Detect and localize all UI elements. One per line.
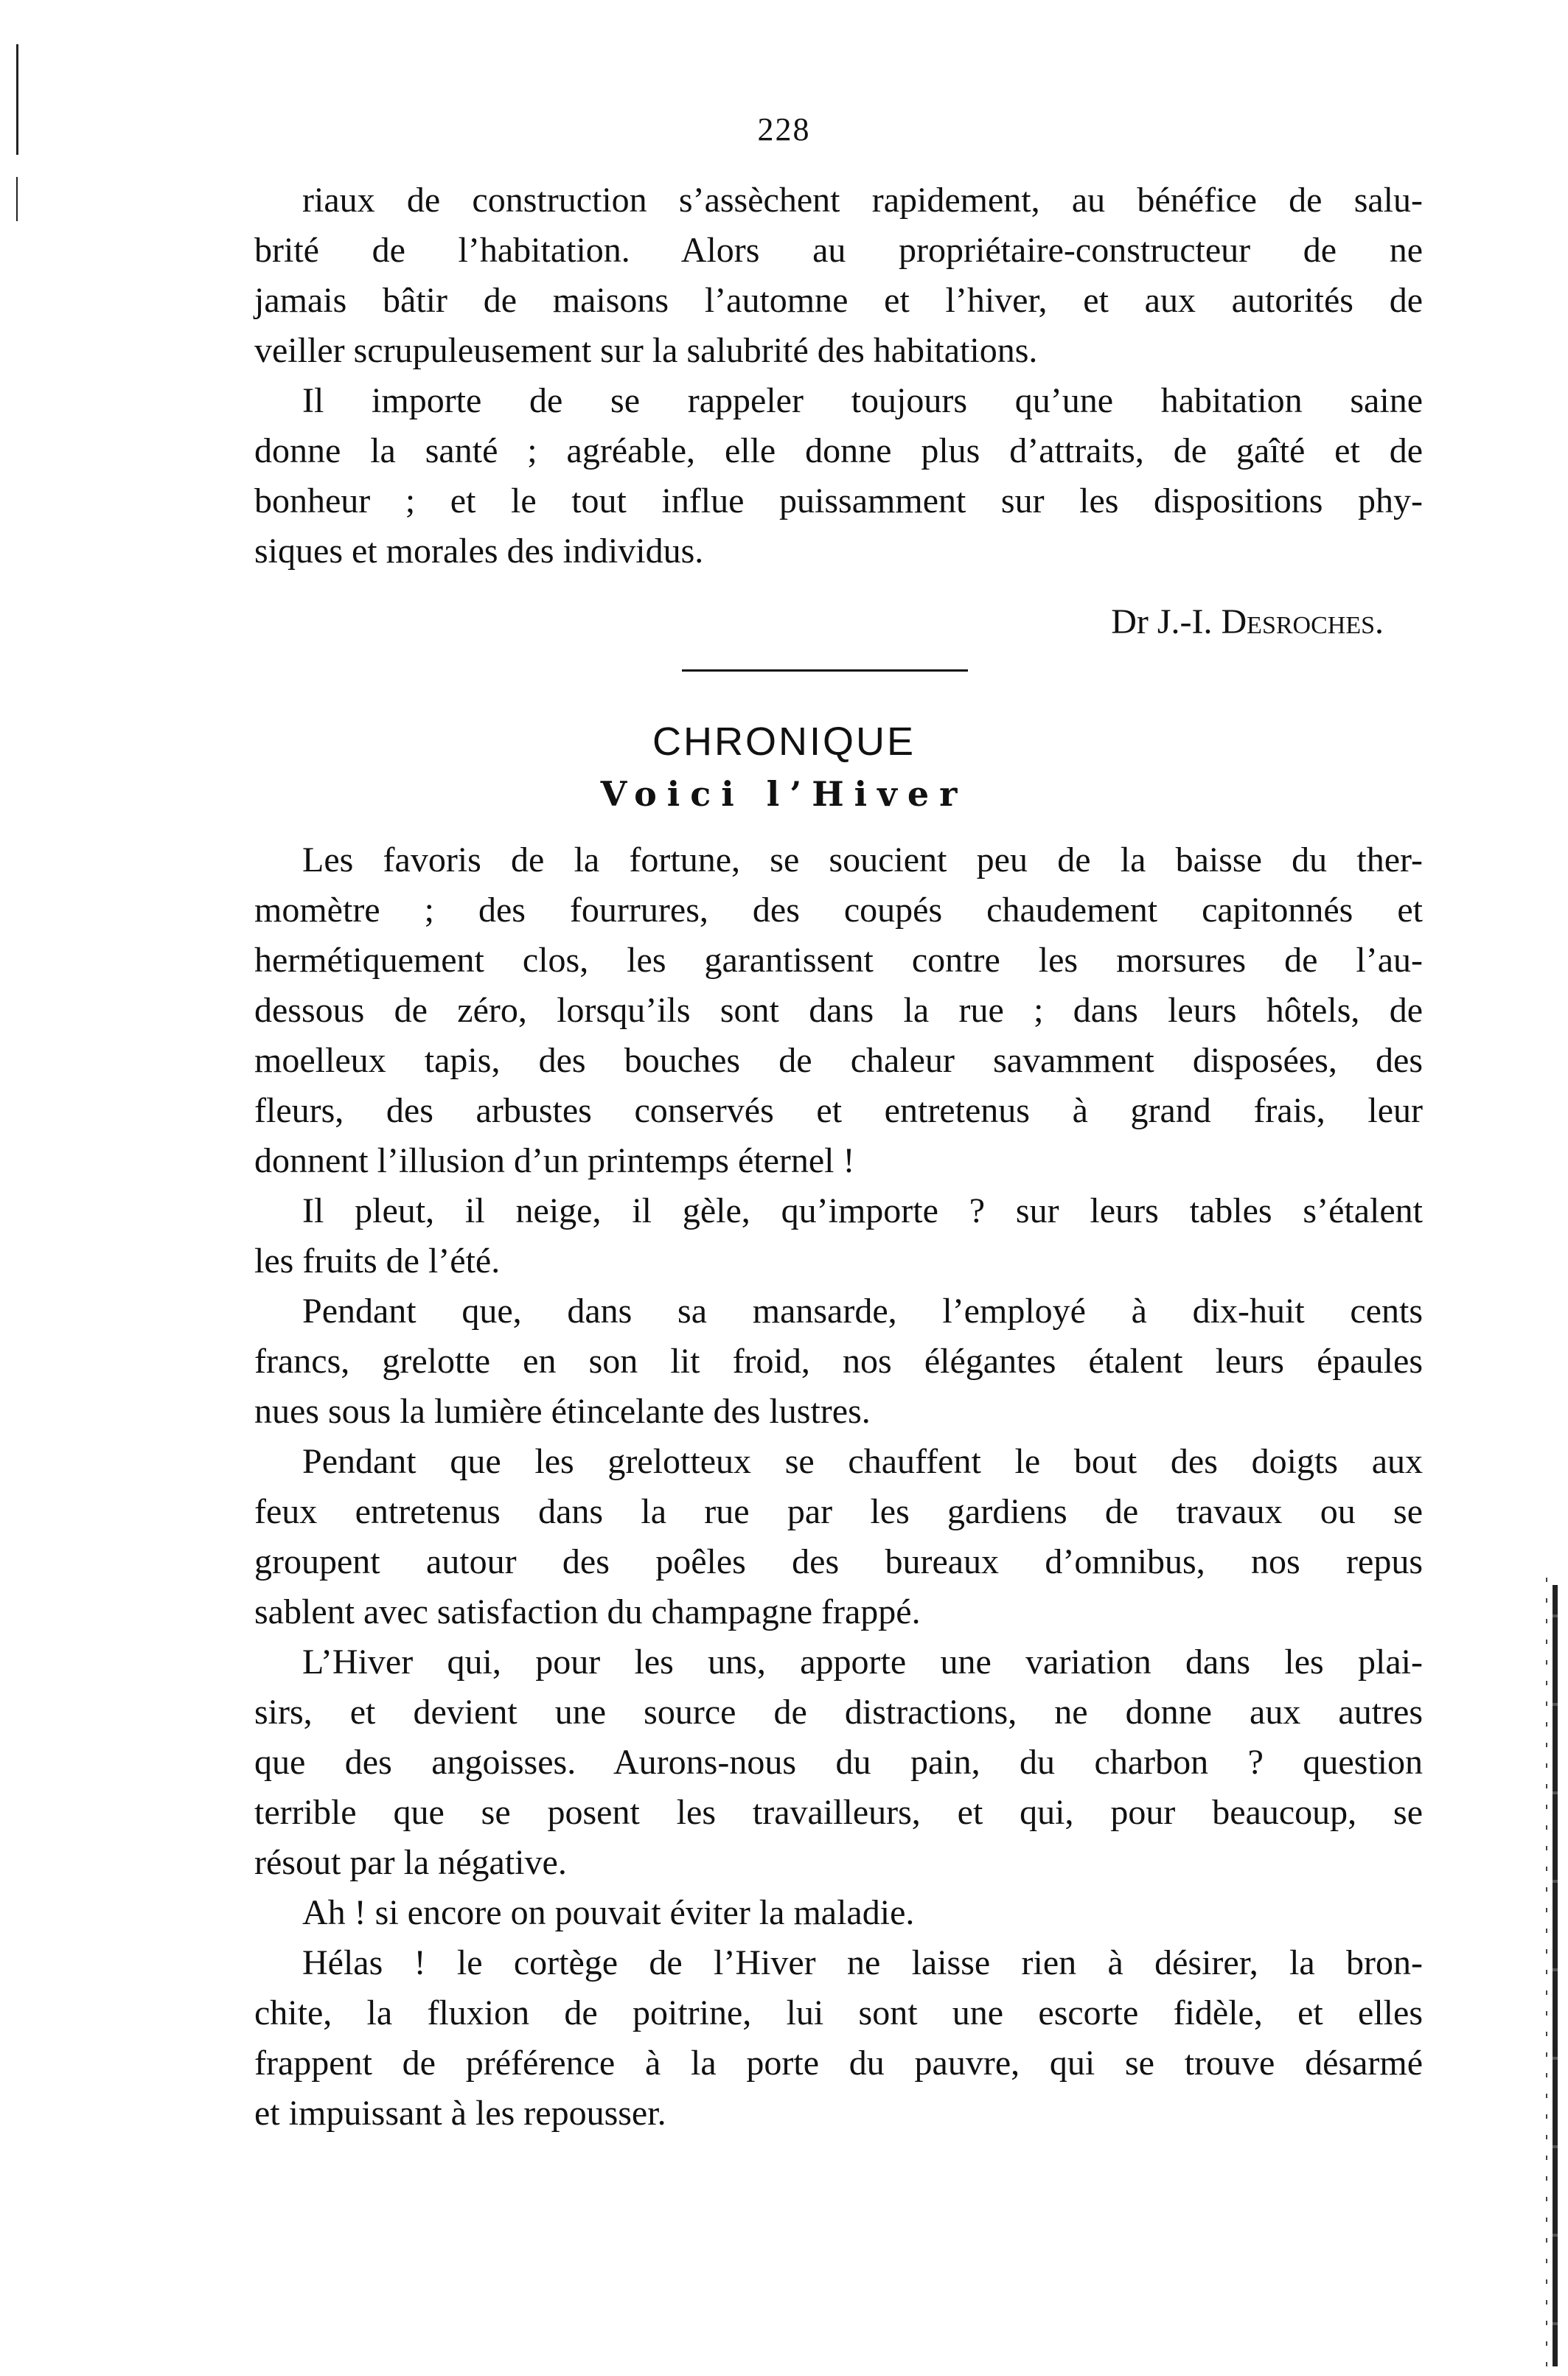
text-line: Hélas ! le cortège de l’Hiver ne laisse rien à désirer, la bron- <box>302 1943 1423 1982</box>
paragraph <box>254 1938 1423 2139</box>
signature-prefix: Dr J.-I. <box>1111 602 1222 641</box>
text-line: et impuissant à les repousser. <box>254 2094 666 2133</box>
text-line: groupent autour des poêles des bureaux d’omnibus, nos repus <box>254 1542 1423 1581</box>
section-title: CHRONIQUE <box>652 720 916 764</box>
text-line: dessous de zéro, lorsqu’ils sont dans la rue ; dans leurs hôtels, de <box>254 991 1423 1030</box>
scan-edge-mark-right <box>1553 1585 1558 2366</box>
paragraph <box>254 175 1423 376</box>
page-number: 228 <box>757 111 811 147</box>
top-text-block <box>254 175 1423 576</box>
text-line: feux entretenus dans la rue par les gardiens de travaux ou se <box>254 1492 1423 1531</box>
text-line: brité de l’habitation. Alors au propriétaire-constructeur de ne <box>254 231 1423 270</box>
text-line: sirs, et devient une source de distractions, ne donne aux autres <box>254 1693 1423 1732</box>
paragraph <box>254 835 1423 1186</box>
paragraph <box>254 1888 1423 1938</box>
text-line: fleurs, des arbustes conservés et entretenus à grand frais, leur <box>254 1091 1423 1130</box>
paragraph <box>254 376 1423 576</box>
text-line: hermétiquement clos, les garantissent contre les morsures de l’au- <box>254 941 1423 980</box>
text-line: Il pleut, il neige, il gèle, qu’importe ? sur leurs tables s’étalent <box>302 1191 1423 1230</box>
section-subtitle: Voici l’Hiver <box>600 774 968 814</box>
scan-edge-dots-right <box>1546 1578 1547 2374</box>
text-line: nues sous la lumière étincelante des lustres. <box>254 1392 871 1431</box>
text-line: Pendant que, dans sa mansarde, l’employé à dix-huit cents <box>302 1292 1423 1331</box>
text-line: veiller scrupuleusement sur la salubrité des habitations. <box>254 331 1038 370</box>
paragraph <box>254 1637 1423 1888</box>
text-line: Il importe de se rappeler toujours qu’une habitation saine <box>302 381 1423 420</box>
text-line: bonheur ; et le tout influe puissamment sur les dispositions phy- <box>254 481 1423 520</box>
text-line: donnent l’illusion d’un printemps éternel ! <box>254 1141 855 1180</box>
text-line: L’Hiver qui, pour les uns, apporte une variation dans les plai- <box>302 1642 1423 1682</box>
text-line: siques et morales des individus. <box>254 532 704 571</box>
text-line: Ah ! si encore on pouvait éviter la maladie. <box>302 1893 915 1932</box>
paragraph <box>254 1286 1423 1437</box>
text-line: résout par la négative. <box>254 1843 567 1882</box>
text-line: que des angoisses. Aurons-nous du pain, du charbon ? question <box>254 1743 1423 1782</box>
text-line: jamais bâtir de maisons l’automne et l’hiver, et aux autorités de <box>254 281 1423 320</box>
text-line: frappent de préférence à la porte du pauvre, qui se trouve désarmé <box>254 2044 1423 2083</box>
text-line: Pendant que les grelotteux se chauffent le bout des doigts aux <box>302 1442 1423 1481</box>
paragraph <box>254 1186 1423 1286</box>
text-line: les fruits de l’été. <box>254 1241 501 1281</box>
text-line: terrible que se posent les travailleurs, et qui, pour beaucoup, se <box>254 1793 1423 1832</box>
paragraph <box>254 1437 1423 1637</box>
text-line: momètre ; des fourrures, des coupés chaudement capitonnés et <box>254 891 1423 930</box>
text-line: francs, grelotte en son lit froid, nos élégantes étalent leurs épaules <box>254 1342 1423 1381</box>
author-signature <box>1111 597 1384 647</box>
text-line: sablent avec satisfaction du champagne frappé. <box>254 1592 921 1631</box>
scan-edge-mark-left-lower <box>16 177 18 221</box>
signature-name: Desroches. <box>1221 602 1384 641</box>
chronique-text-block <box>254 835 1423 2139</box>
text-line: chite, la fluxion de poitrine, lui sont une escorte fidèle, et elles <box>254 1993 1423 2032</box>
text-line: Les favoris de la fortune, se soucient peu de la baisse du ther- <box>302 840 1423 879</box>
text-line: moelleux tapis, des bouches de chaleur savamment disposées, des <box>254 1041 1423 1080</box>
text-line: donne la santé ; agréable, elle donne plus d’attraits, de gaîté et de <box>254 431 1423 470</box>
text-line: riaux de construction s’assèchent rapidement, au bénéfice de salu- <box>302 181 1423 220</box>
section-divider-rule <box>682 669 968 672</box>
